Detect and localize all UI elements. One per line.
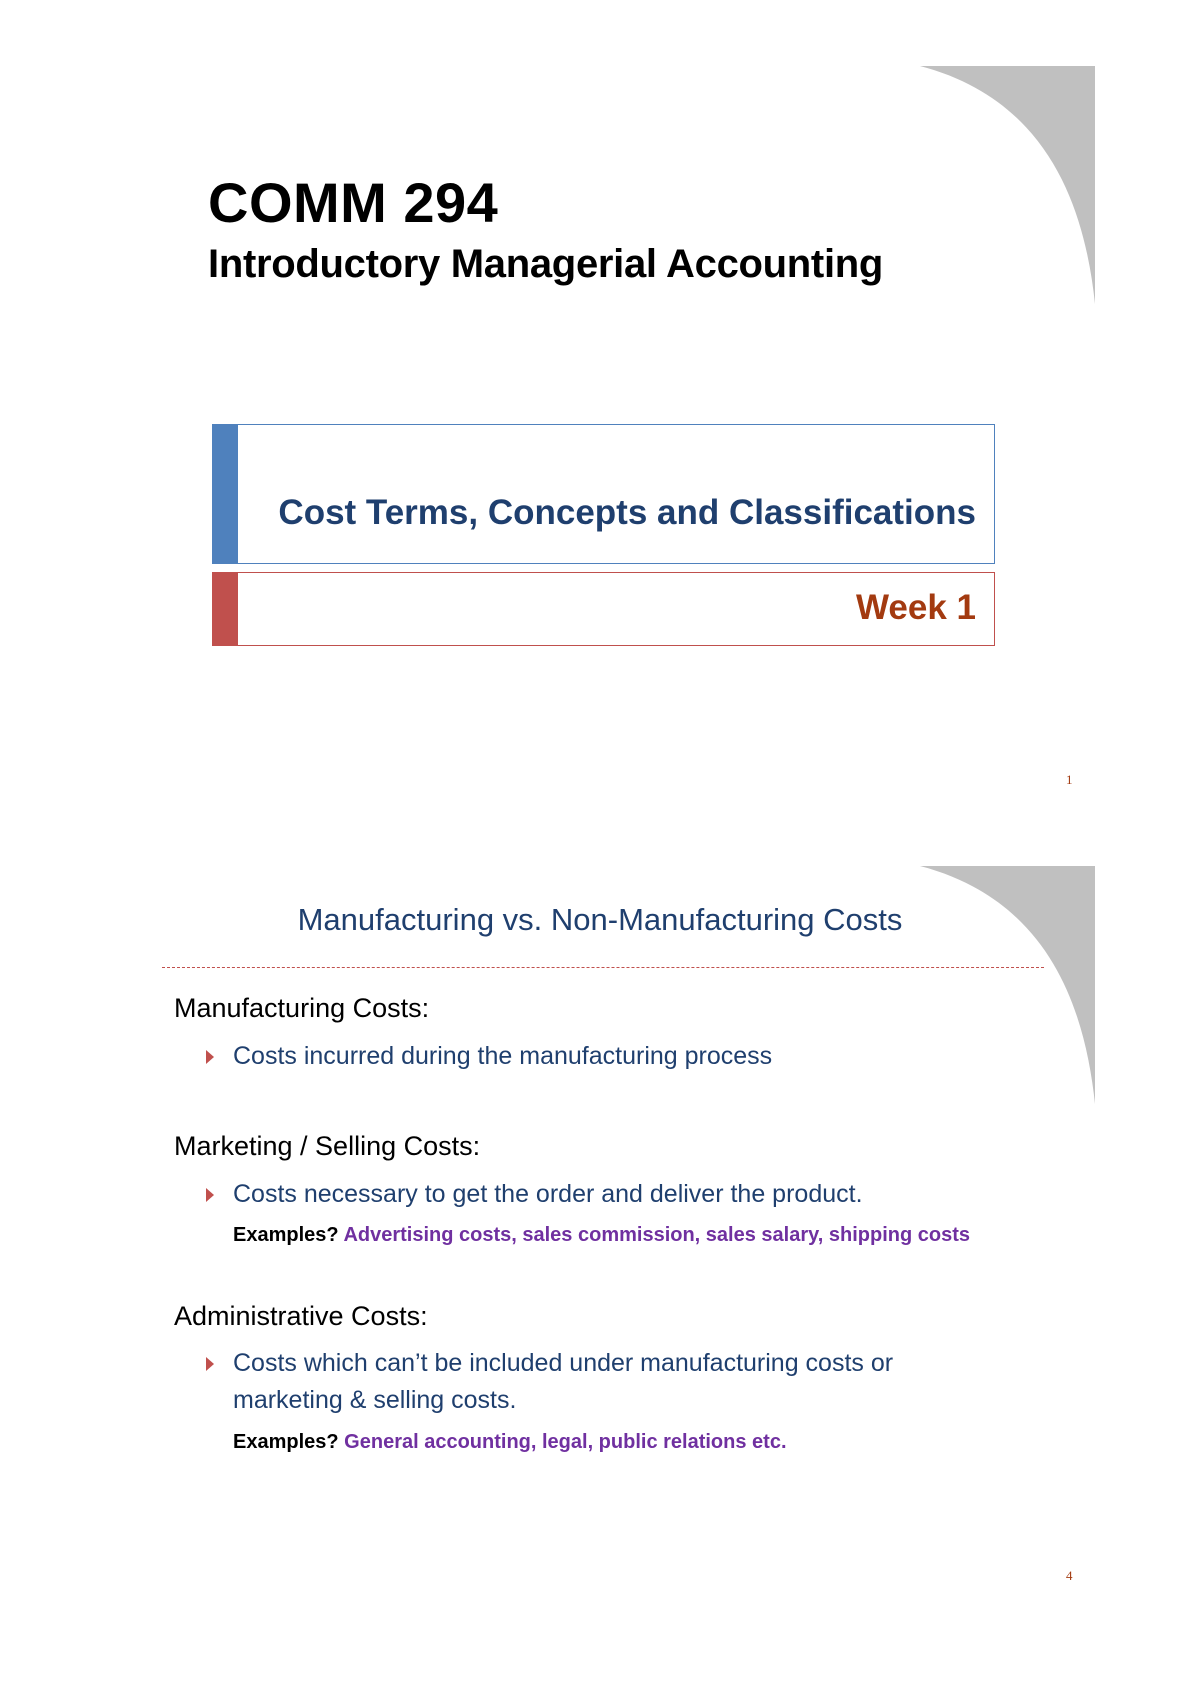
section-heading-manufacturing: Manufacturing Costs: — [174, 993, 430, 1023]
right-triangle-icon — [206, 1188, 214, 1202]
example-answer: General accounting, legal, public relations etc. — [344, 1431, 787, 1453]
right-triangle-icon — [206, 1357, 214, 1371]
example-prompt: Examples? — [233, 1224, 339, 1246]
right-triangle-icon — [206, 1050, 214, 1064]
bullet-administrative — [206, 1345, 1006, 1419]
week-label: Week 1 — [856, 588, 976, 627]
bullet-manufacturing — [206, 1038, 1026, 1075]
content-slide — [0, 800, 1200, 1698]
example-administrative — [233, 1431, 787, 1454]
page-curl-decoration — [900, 60, 1100, 305]
title-slide — [0, 0, 1200, 800]
page-number: 4 — [1066, 1568, 1073, 1583]
bullet-text: Costs necessary to get the order and deliver the product. — [233, 1180, 863, 1208]
example-prompt: Examples? — [233, 1431, 339, 1453]
slide-title: Manufacturing vs. Non-Manufacturing Costs — [297, 902, 903, 937]
topic-box — [212, 424, 995, 564]
example-answer: Advertising costs, sales commission, sales salary, shipping costs — [343, 1224, 970, 1246]
topic-title: Cost Terms, Concepts and Classifications — [278, 493, 976, 532]
bullet-text: Costs which can’t be included under manufacturing costs or marketing & selling costs. — [233, 1349, 894, 1414]
section-heading-marketing: Marketing / Selling Costs: — [174, 1131, 481, 1161]
example-marketing — [233, 1224, 970, 1247]
course-name: Introductory Managerial Accounting — [208, 242, 884, 286]
dashed-divider — [162, 967, 1044, 968]
page-number: 1 — [1066, 772, 1073, 787]
bullet-marketing — [206, 1176, 1026, 1213]
section-heading-administrative: Administrative Costs: — [174, 1301, 428, 1331]
week-box — [212, 572, 995, 646]
course-code: COMM 294 — [208, 171, 499, 234]
bullet-text: Costs incurred during the manufacturing process — [233, 1042, 773, 1070]
